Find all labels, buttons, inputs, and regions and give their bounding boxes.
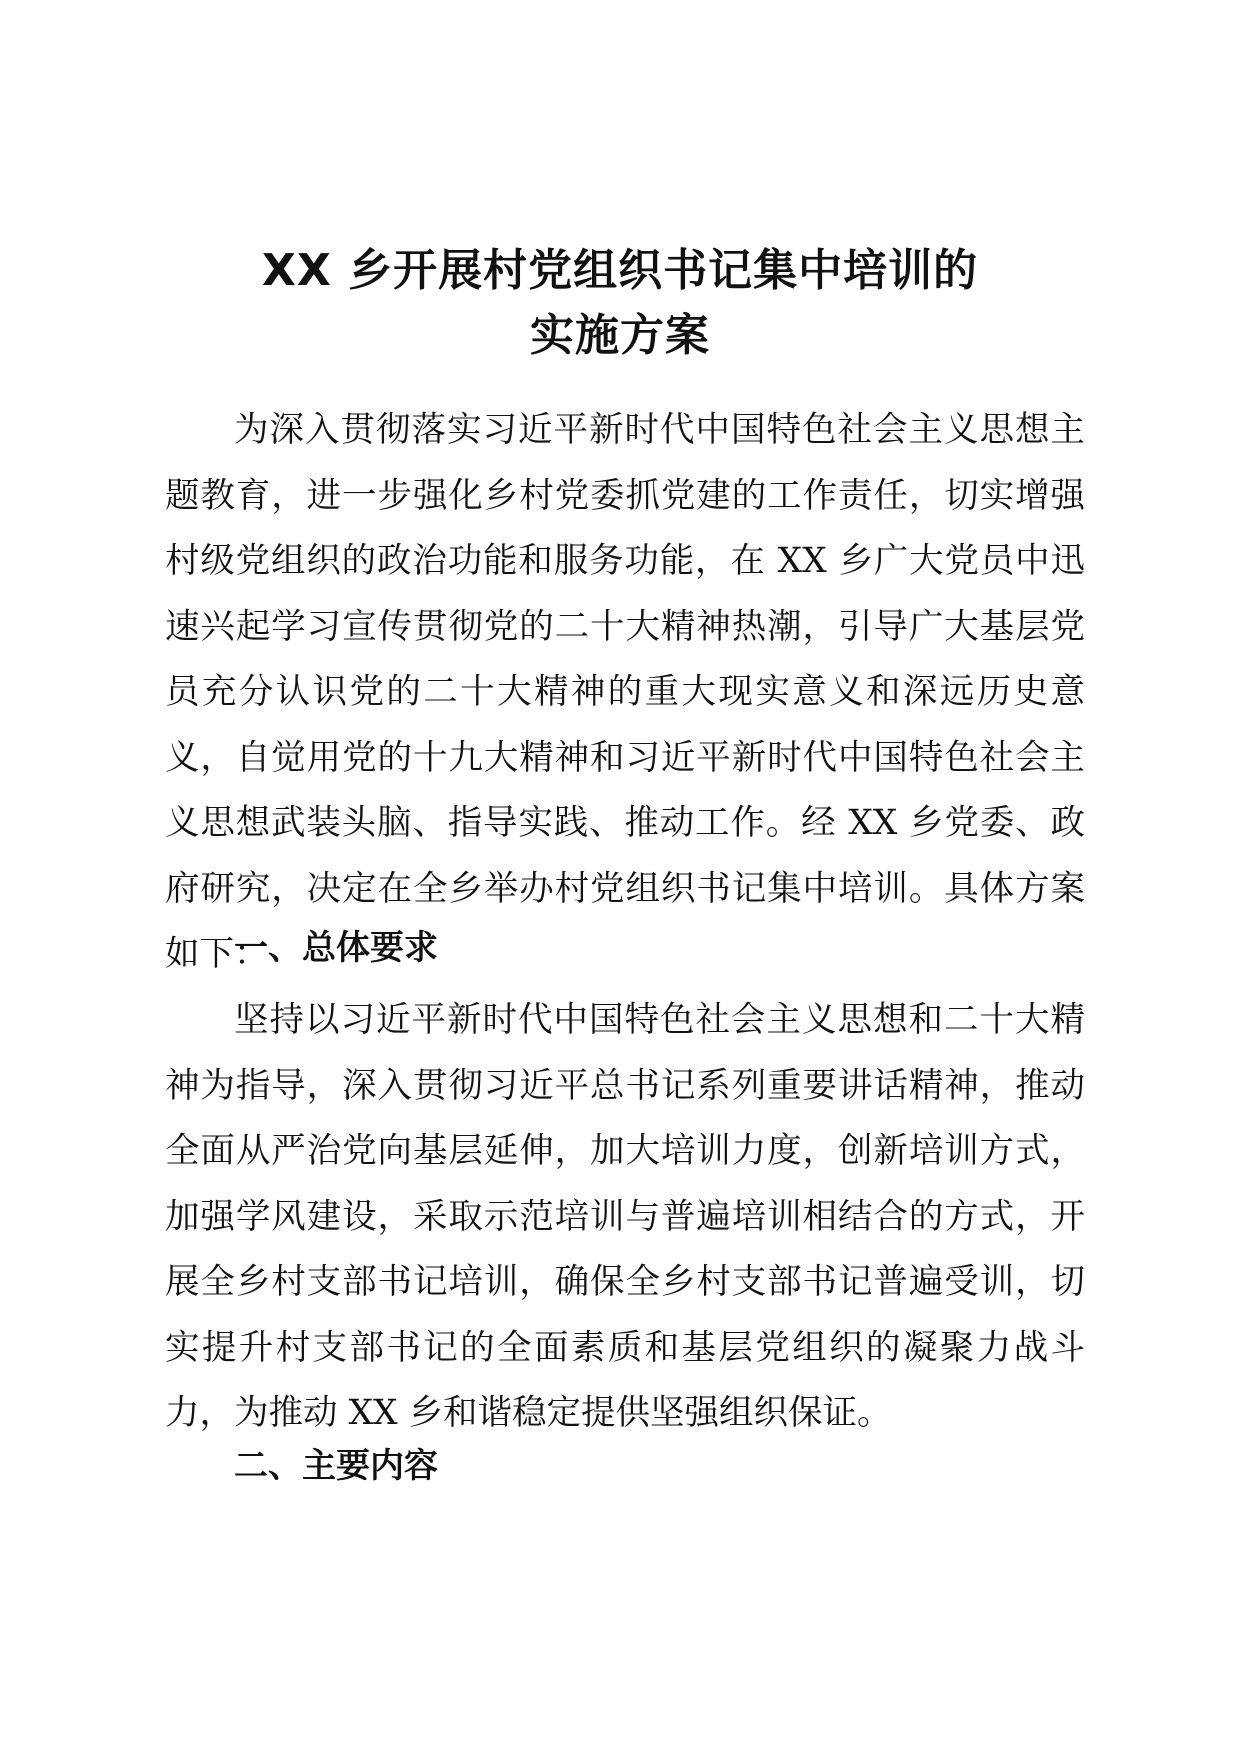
section-heading-2: 二、主要内容 — [234, 1446, 438, 1486]
section-1-paragraph: 坚持以习近平新时代中国特色社会主义思想和二十大精神为指导，深入贯彻习近平总书记系列重要讲话精神，推动全面从严治党向基层延伸，加大培训力度，创新培训方式，加强学风建设，采取示范培训与普遍培训相结合的方式，开展全乡村支部书记培训，确保全乡村支部书记普遍受训，切实提升村支部书记的全面素质和基层党组织的凝聚力战斗力，为推动 XX 乡和谐稳定提供坚强组织保证。 — [165, 1000, 1085, 1433]
intro-paragraph: 为深入贯彻落实习近平新时代中国特色社会主义思想主题教育，进一步强化乡村党委抓党建的工作责任，切实增强村级党组织的政治功能和服务功能，在 XX 乡广大党员中迅速兴起学习宣传贯彻党的二十大精神热潮，引导广大基层党员充分认识党的二十大精神的重大现实意义和深远历史意义，自觉用党的十九大精神和习近平新时代中国特色社会主义思想武装头脑、指导实践、推动工作。经 XX 乡党委、政府研究，决定在全乡举办村党组织书记集中培训。具体方案如下： — [165, 410, 1085, 974]
section-heading-1: 一、总体要求 — [234, 928, 438, 968]
document-title-line-1: XX 乡开展村党组织书记集中培训的 — [261, 245, 979, 296]
document-title-line-2: 实施方案 — [530, 310, 710, 361]
